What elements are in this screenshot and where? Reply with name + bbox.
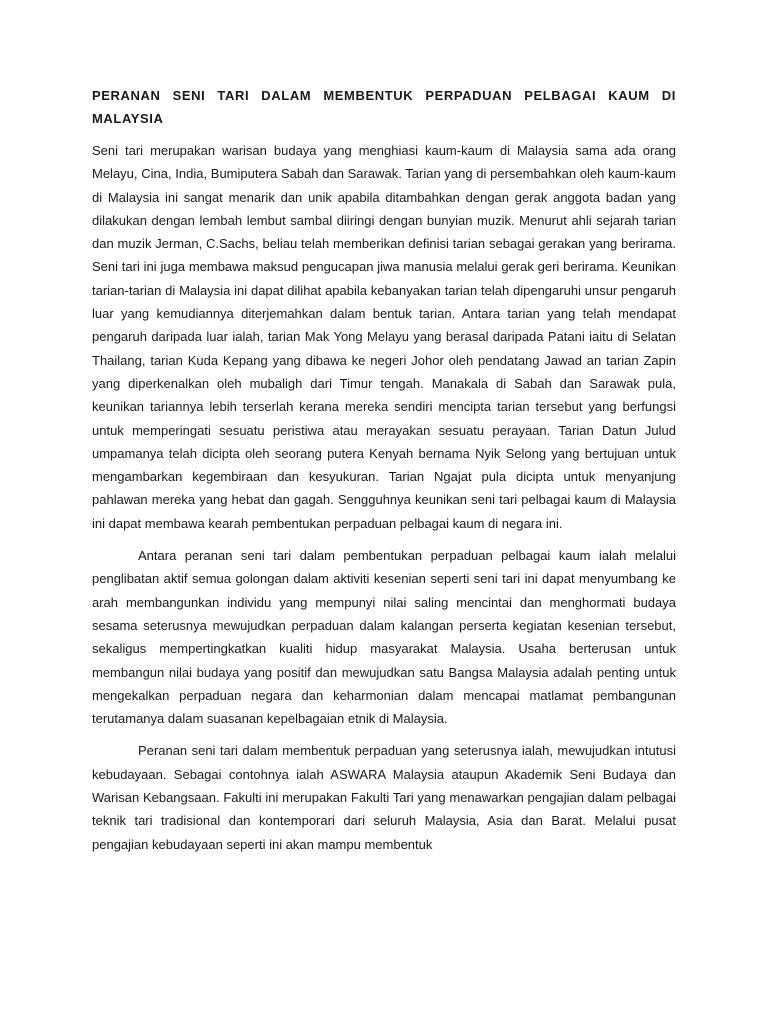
paragraph-role-participation: Antara peranan seni tari dalam pembentukan perpaduan pelbagai kaum ialah melalui penglibatan aktif semua golongan dalam aktiviti kesenian seperti seni tari ini dapat menyumbang ke arah membangunkan individu yang mempunyi nilai saling mencintai dan menghormati budaya sesama seterusnya mewujudkan perpaduan dalam kalangan perserta kegiatan kesenian tersebut, sekaligus mempertingkatkan kualiti hidup masyarakat Malaysia. Usaha berterusan untuk membangun nilai budaya yang positif dan mewujudkan satu Bangsa Malaysia adalah penting untuk mengekalkan perpaduan negara dan keharmonian dalam mencapai matlamat pembangunan terutamanya dalam suasanan kepelbagaian etnik di Malaysia. (92, 548, 676, 727)
paragraph-intro: Seni tari merupakan warisan budaya yang menghiasi kaum-kaum di Malaysia sama ada orang Melayu, Cina, India, Bumiputera Sabah dan Sarawak. Tarian yang di persembahkan oleh kaum-kaum di Malaysia ini sangat menarik dan unik apabila ditambahkan dengan gerak anggota badan yang dilakukan dengan lembah lembut sambal diiringi dengan bunyian muzik. Menurut ahli sejarah tarian dan muzik Jerman, C.Sachs, beliau telah memberikan definisi tarian sebagai gerakan yang berirama. Seni tari ini juga membawa maksud pengucapan jiwa manusia melalui gerak geri berirama. Keunikan tarian-tarian di Malaysia ini dapat dilihat apabila kebanyakan tarian telah dipengaruhi unsur pengaruh luar yang kemudiannya diterjemahkan dalam bentuk tarian. Antara tarian yang telah mendapat pengaruh daripada luar ialah, tarian Mak Yong Melayu yang berasal daripada Patani iaitu di Selatan Thailang, tarian Kuda Kepang yang dibawa ke negeri Johor oleh pendatang Jawad an tarian Zapin yang diperkenalkan oleh mubaligh dari Timur tengah. Manakala di Sabah dan Sarawak pula, keunikan tariannya lebih terserlah kerana mereka sendiri mencipta tarian tersebut yang berfungsi untuk memperingati sesuatu peristiwa atau merayakan sesuatu perayaan. Tarian Datun Julud umpamanya telah dicipta oleh seorang putera Kenyah bernama Nyik Selong yang bertujuan untuk mengambarkan kegembiraan dan kesyukuran. Tarian Ngajat pula dicipta untuk menyanjung pahlawan mereka yang hebat dan gagah. Sengguhnya keunikan seni tari pelbagai kaum di Malaysia ini dapat membawa kearah pembentukan perpaduan pelbagai kaum di negara ini. (92, 143, 676, 531)
document-title: PERANAN SENI TARI DALAM MEMBENTUK PERPADUAN PELBAGAI KAUM DI MALAYSIA (92, 88, 676, 126)
document-body (92, 84, 676, 865)
paragraph-role-institution: Peranan seni tari dalam membentuk perpaduan yang seterusnya ialah, mewujudkan intutusi kebudayaan. Sebagai contohnya ialah ASWARA Malaysia ataupun Akademik Seni Budaya dan Warisan Kebangsaan. Fakulti ini merupakan Fakulti Tari yang menawarkan pengajian dalam pelbagai teknik tari tradisional dan kontemporari dari seluruh Malaysia, Asia dan Barat. Melalui pusat pengajian kebudayaan seperti ini akan mampu membentuk (92, 743, 676, 852)
